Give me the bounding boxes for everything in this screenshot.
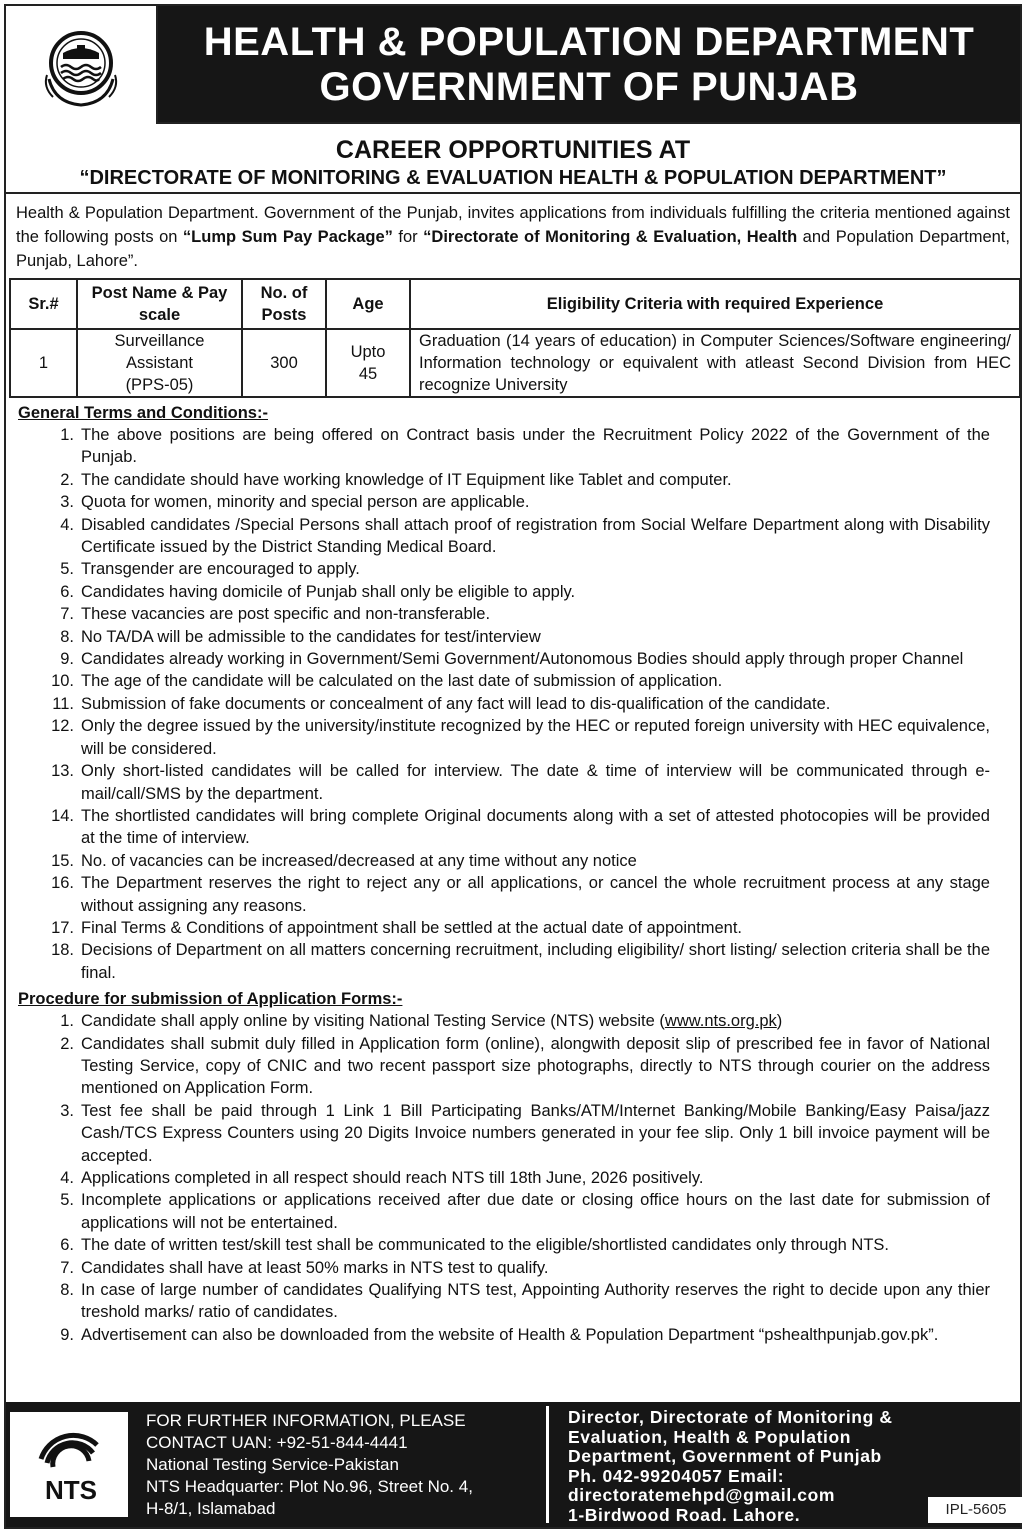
list-item: 9. Advertisement can also be downloaded from the website of Health & Population Department “pshealthpunjab.gov.pk”.: [60, 1325, 939, 1344]
procedure-text: The date of written test/skill test shall be communicated to the eligible/shortlisted candidates only through NTS.: [81, 1236, 890, 1255]
list-item: 6. The date of written test/skill test shall be communicated to the eligible/shortlisted candidates only through NTS.: [60, 1236, 890, 1255]
age-line2: 45: [358, 365, 378, 383]
header-sr: Sr.#: [10, 279, 77, 329]
list-item: 2. The candidate should have working knowledge of IT Equipment like Tablet and computer.: [60, 470, 732, 489]
list-item: 1. The above positions are being offered on Contract basis under the Recruitment Policy 2022 of the Government of the Punjab.: [60, 426, 990, 467]
procedure-text: In case of large number of candidates Qualifying NTS test, Appointing Authority reserves the right to decide upon any thier treshold marks/ ratio of candidates.: [81, 1281, 990, 1322]
age-line1: Upto: [350, 343, 386, 361]
procedure-text: Test fee shall be paid through 1 Link 1 Bill Participating Banks/ATM/Internet Banking/Mobile Banking/Easy Paisa/jazz Cash/TCS Express Counters using 20 Digits Invoice numbers generated in your fee slip. Only 1 bill invoice payment will be accepted.: [81, 1101, 990, 1165]
list-item: 17. Final Terms & Conditions of appointment shall be settled at the actual date of appointment.: [51, 918, 743, 937]
nts-logo-text: NTS: [45, 1475, 97, 1505]
procedure-text-suffix: ): [776, 1012, 783, 1031]
header-no-of-posts: No. of Posts: [242, 279, 326, 329]
term-text: Decisions of Department on all matters concerning recruitment, including eligibility/ short listing/ selection criteria shall be the final.: [81, 941, 990, 982]
dir-address: 1-Birdwood Road. Lahore.: [568, 1504, 801, 1525]
list-item: 6. Candidates having domicile of Punjab shall only be eligible to apply.: [60, 582, 576, 601]
header-age: Age: [326, 279, 410, 329]
procedure-text: Candidates shall have at least 50% marks in NTS test to qualify.: [81, 1258, 549, 1277]
term-text: Disabled candidates /Special Persons shall attach proof of registration from Social Welfare Department along with Disability Certificate issued by the District Standing Medical Board.: [81, 515, 990, 557]
terms-list: [6, 424, 1020, 984]
term-text: No. of vacancies can be increased/decreased at any time without any notice: [81, 851, 637, 870]
intro-paragraph: [6, 194, 1020, 278]
term-text: The candidate should have working knowledge of IT Equipment like Tablet and computer.: [81, 470, 732, 489]
term-text: Candidates having domicile of Punjab shall only be eligible to apply.: [81, 582, 576, 601]
term-text: The above positions are being offered on Contract basis under the Recruitment Policy 2022 of the Government of the Punjab.: [81, 426, 990, 467]
terms-heading: General Terms and Conditions:-: [18, 404, 268, 422]
term-text: The Department reserves the right to reject any or all applications, or cancel the whole recruitment process at any stage without assigning any reasons.: [81, 874, 990, 915]
directorate-contact: [568, 1408, 893, 1525]
procedure-text: Advertisement can also be downloaded from the website of Health & Population Department “pshealthpunjab.gov.pk”.: [81, 1325, 939, 1344]
procedure-text: Applications completed in all respect should reach NTS till 18th June, 2026 positively.: [81, 1169, 704, 1187]
list-item: 1. Candidate shall apply online by visiting National Testing Service (NTS) website (www.nts.org.pk): [60, 1012, 783, 1031]
procedure-text: Incomplete applications or applications received after due date or closing office hours on the last date for submission of applications will not be entertained.: [81, 1191, 990, 1232]
term-text: The age of the candidate will be calculated on the last date of submission of application.: [81, 672, 723, 691]
list-item: 7. These vacancies are post specific and non-transferable.: [60, 605, 491, 624]
nts-logo: [10, 1412, 128, 1517]
advertisement-page: [4, 4, 1022, 1529]
dir-line4: Ph. 042-99204057 Email:: [568, 1465, 785, 1486]
career-heading: [6, 124, 1020, 194]
term-text: Only short-listed candidates will be called for interview. The date & time of interview will be communicated through e-mail/call/SMS by the department.: [81, 762, 990, 803]
footer-divider: [546, 1406, 549, 1523]
intro-text-3: and Population Department, Punjab, Lahore”.: [16, 228, 1010, 270]
list-item: 2. Candidates shall submit duly filled in Application form (online), alongwith deposit slip of prescribed fee in favor of National Testing Service, copy of CNIC and two recent passport size photographs, directly to NTS through courier on the address mentioned on Application Form.: [60, 1034, 990, 1098]
page-footer: [6, 1402, 1020, 1527]
list-item: 15. No. of vacancies can be increased/decreased at any time without any notice: [51, 851, 637, 870]
list-item: 4. Disabled candidates /Special Persons shall attach proof of registration from Social Welfare Department along with Disability Certificate issued by the District Standing Medical Board.: [60, 515, 990, 557]
list-item: 7. Candidates shall have at least 50% marks in NTS test to qualify.: [60, 1258, 549, 1277]
dir-email[interactable]: directoratemehpd@gmail.com: [568, 1485, 836, 1505]
intro-text-2: for: [392, 228, 424, 246]
dir-line1: Director, Directorate of Monitoring &: [568, 1407, 893, 1427]
logo-box: [6, 6, 158, 124]
nts-info-line3: National Testing Service-Pakistan: [146, 1455, 399, 1474]
nts-info-line4: NTS Headquarter: Plot No.96, Street No. 4,: [146, 1477, 473, 1496]
intro-text-1: Health & Population Department. Government of the Punjab, invites applications from individuals fulfilling the criteria mentioned against the following posts on: [16, 204, 1010, 246]
page-header: [6, 6, 1020, 124]
cell-eligibility: Graduation (14 years of education) in Computer Sciences/Software engineering/ Information technology or equivalent with atleast Second Division from HEC recognize University: [410, 329, 1020, 397]
list-item: 5. Incomplete applications or applications received after due date or closing office hours on the last date for submission of applications will not be entertained.: [60, 1191, 990, 1232]
cell-post-name: [77, 329, 242, 397]
list-item: 8. In case of large number of candidates Qualifying NTS test, Appointing Authority reserves the right to decide upon any thier treshold marks/ ratio of candidates.: [60, 1281, 990, 1322]
cell-age: [326, 329, 410, 397]
department-title-line2: GOVERNMENT OF PUNJAB: [319, 65, 859, 109]
dir-line3: Department, Government of Punjab: [568, 1446, 882, 1466]
procedure-heading: Procedure for submission of Application Forms:-: [18, 990, 403, 1009]
department-title: [158, 20, 1020, 110]
procedure-list: [6, 1010, 1020, 1346]
career-heading-line2: “DIRECTORATE OF MONITORING & EVALUATION HEALTH & POPULATION DEPARTMENT”: [79, 167, 947, 189]
cell-no-of-posts: 300: [242, 329, 326, 397]
list-item: 14. The shortlisted candidates will bring complete Original documents along with a set of attested photocopies will be provided at the time of interview.: [51, 806, 990, 848]
post-name-line2: Assistant: [126, 354, 193, 372]
term-text: Only the degree issued by the university/institute recognized by the HEC or reputed foreign university with HEC equivalence, will be considered.: [81, 717, 990, 758]
list-item: 16. The Department reserves the right to reject any or all applications, or cancel the whole recruitment process at any stage without assigning any reasons.: [51, 874, 990, 915]
header-eligibility: Eligibility Criteria with required Experience: [410, 279, 1020, 329]
list-item: 3. Test fee shall be paid through 1 Link 1 Bill Participating Banks/ATM/Internet Banking/Mobile Banking/Easy Paisa/jazz Cash/TCS Express Counters using 20 Digits Invoice numbers generated in your fee slip. Only 1 bill invoice payment will be accepted.: [60, 1101, 990, 1165]
career-heading-line1: CAREER OPPORTUNITIES AT: [335, 136, 691, 164]
list-item: 3. Quota for women, minority and special person are applicable.: [60, 493, 530, 512]
term-text: Submission of fake documents or concealment of any fact will lead to dis-qualification of the candidate.: [81, 694, 831, 713]
term-text: Final Terms & Conditions of appointment shall be settled at the actual date of appointment.: [81, 918, 743, 937]
ipl-code: IPL-5605: [928, 1497, 1024, 1523]
table-row: [10, 329, 1020, 397]
dir-line2: Evaluation, Health & Population: [568, 1426, 852, 1447]
list-item: 9. Candidates already working in Government/Semi Government/Autonomous Bodies should apply through proper Channel: [60, 650, 964, 669]
header-post-name: Post Name & Pay scale: [77, 279, 242, 329]
post-name-line3: (PPS-05): [125, 376, 194, 394]
list-item: 12. Only the degree issued by the university/institute recognized by the HEC or reputed foreign university with HEC equivalence, will be considered.: [51, 717, 990, 758]
nts-website-link[interactable]: www.nts.org.pk: [664, 1012, 777, 1031]
list-item: 8. No TA/DA will be admissible to the candidates for test/interview: [60, 627, 541, 646]
list-item: 4. Applications completed in all respect should reach NTS till 18th June, 2026 positively.: [60, 1169, 704, 1187]
term-text: Quota for women, minority and special person are applicable.: [81, 493, 530, 512]
term-text: No TA/DA will be admissible to the candidates for test/interview: [81, 627, 541, 646]
post-name-line1: Surveillance: [114, 332, 205, 350]
table-header-row: [10, 279, 1020, 329]
procedure-text: Candidate shall apply online by visiting National Testing Service (NTS) website (: [81, 1012, 665, 1031]
list-item: 11. Submission of fake documents or concealment of any fact will lead to dis-qualification of the candidate.: [52, 694, 831, 713]
term-text: Candidates already working in Government/Semi Government/Autonomous Bodies should apply through proper Channel: [81, 650, 964, 669]
term-text: The shortlisted candidates will bring complete Original documents along with a set of attested photocopies will be provided at the time of interview.: [81, 806, 990, 848]
term-text: These vacancies are post specific and non-transferable.: [81, 605, 491, 624]
intro-bold-2: “Directorate of Monitoring & Evaluation, Health: [423, 228, 798, 246]
nts-info-line2: CONTACT UAN: +92-51-844-4441: [146, 1433, 408, 1452]
term-text: Transgender are encouraged to apply.: [81, 560, 360, 579]
list-item: 5. Transgender are encouraged to apply.: [60, 560, 360, 579]
cell-sr: 1: [10, 329, 77, 397]
nts-info-line1: FOR FURTHER INFORMATION, PLEASE: [146, 1411, 466, 1430]
nts-signal-icon: [11, 1413, 127, 1516]
intro-bold-1: “Lump Sum Pay Package”: [182, 228, 393, 246]
punjab-emblem-icon: [33, 17, 129, 113]
nts-info-line5: H-8/1, Islamabad: [146, 1499, 276, 1518]
department-title-line1: HEALTH & POPULATION DEPARTMENT: [203, 20, 975, 64]
list-item: 13. Only short-listed candidates will be called for interview. The date & time of interview will be communicated through e-mail/call/SMS by the department.: [51, 762, 990, 803]
posts-table: [9, 278, 1021, 398]
list-item: 18. Decisions of Department on all matters concerning recruitment, including eligibility/ short listing/ selection criteria shall be the final.: [51, 941, 990, 982]
procedure-text: Candidates shall submit duly filled in Application form (online), alongwith deposit slip of prescribed fee in favor of National Testing Service, copy of CNIC and two recent passport size photographs, directly to NTS through courier on the address mentioned on Application Form.: [81, 1034, 990, 1098]
nts-contact-info: [146, 1410, 473, 1520]
list-item: 10. The age of the candidate will be calculated on the last date of submission of application.: [51, 672, 723, 691]
